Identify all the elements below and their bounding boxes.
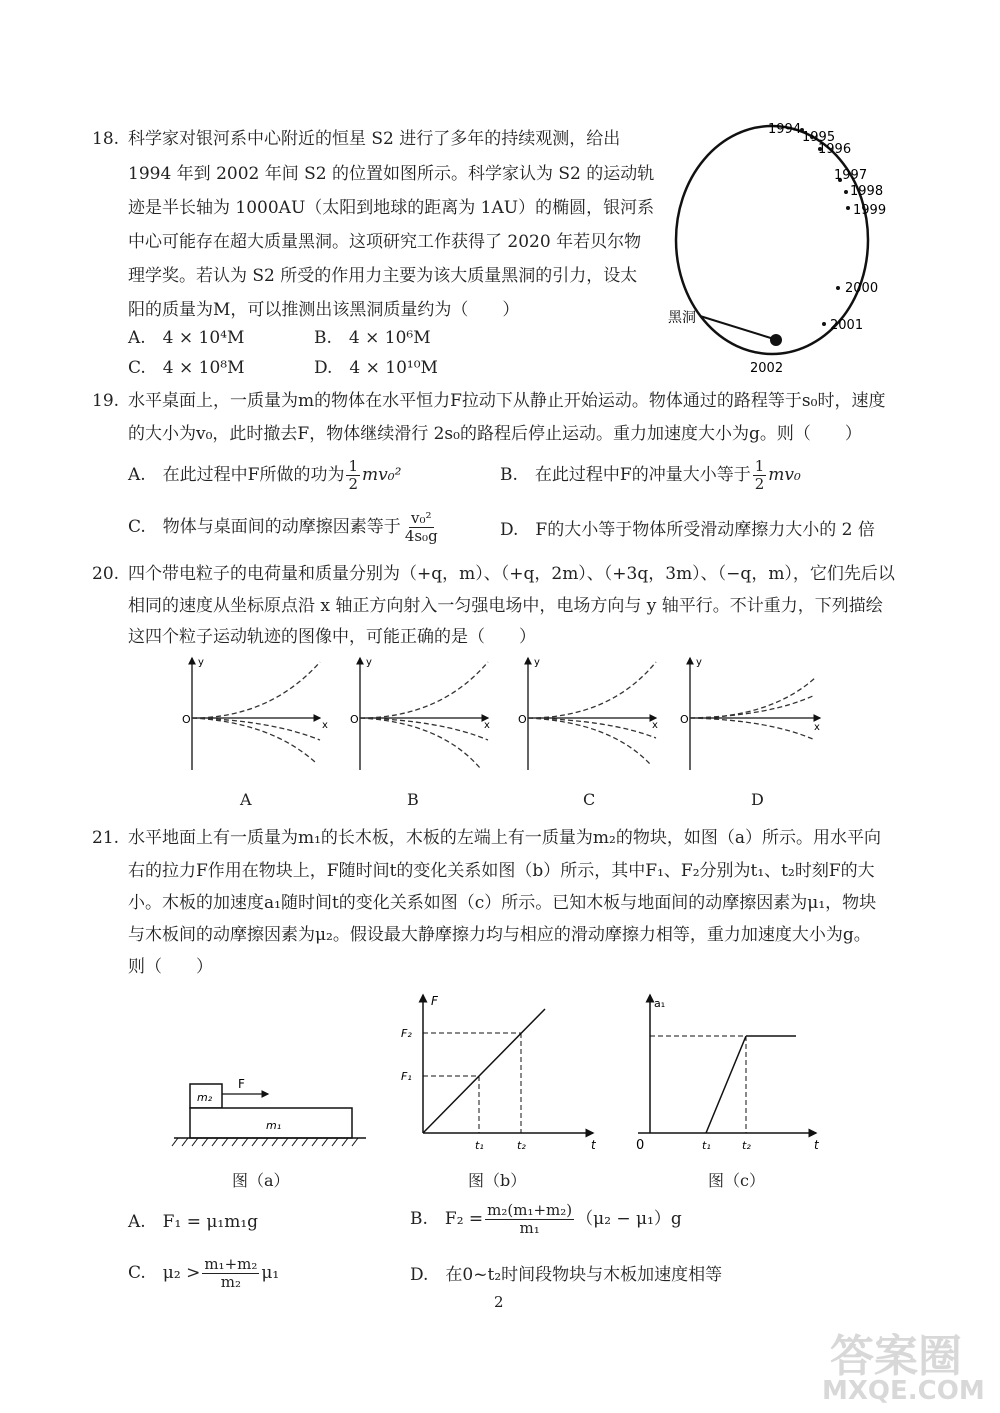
q20-line: 四个带电粒子的电荷量和质量分别为（+q，m）、（+q，2m）、（+3q，3m）、（−q，m），它们先后以 [128,564,895,584]
watermark-logo: 答案圈 [830,1331,962,1382]
svg-text:y: y [534,657,540,668]
svg-text:t: t [814,1138,819,1152]
q21-caption-b: 图（b） [468,1171,527,1190]
q21-line: 水平地面上有一质量为m₁的长木板，木板的左端上有一质量为m₂的物块，如图（a）所示。用水平向 [128,828,882,848]
q20-label-d: D [751,790,764,809]
svg-text:x: x [484,720,490,731]
year-label: 1996 [818,142,852,157]
svg-text:F: F [238,1077,245,1091]
q18-option-a[interactable]: A. 4 × 10⁴M [128,328,245,348]
q20-label-a: A [240,790,252,809]
svg-text:F₁: F₁ [401,1070,412,1083]
svg-text:t₁: t₁ [702,1139,711,1152]
q19-option-a[interactable]: A. 在此过程中F所做的功为 $\frac{1}{2}$ mv₀² [128,457,402,493]
s2-orbit-figure [650,110,900,380]
svg-text:y: y [696,657,702,668]
q19-line: 水平桌面上，一质量为m的物体在水平恒力F拉动下从静止开始运动。物体通过的路程等于s₀时，速度 [128,391,886,411]
q18-option-b[interactable]: B. 4 × 10⁶M [314,328,431,348]
year-label: 1995 [802,130,836,145]
q18-number: 18. [92,129,120,149]
q21-line: 与木板间的动摩擦因素为μ₂。假设最大静摩擦力均与相应的滑动摩擦力相等，重力加速度大小为g。 [128,925,871,945]
year-label: 1994 [768,122,802,137]
q20-graph-a[interactable] [182,657,328,770]
q20-label-c: C [583,790,596,809]
year-label: 1999 [853,203,887,218]
q20-graph-c[interactable] [518,657,658,770]
svg-text:F₂: F₂ [401,1027,412,1040]
q20-line: 相同的速度从坐标原点沿 x 轴正方向射入一匀强电场中，电场方向与 y 轴平行。不计重力，下列描绘 [128,596,883,616]
svg-text:m₁: m₁ [266,1119,282,1132]
q19-option-b[interactable]: B. 在此过程中F的冲量大小等于 $\frac{1}{2}$ mv₀ [500,457,801,493]
q21-figure-b [395,985,610,1155]
svg-text:F: F [431,994,438,1008]
q19-option-c[interactable]: C. 物体与桌面间的动摩擦因素等于 $\frac{\text{v₀²}}{\text{4s₀g}}$ [128,509,438,545]
svg-text:t₂: t₂ [742,1139,751,1152]
blackhole-dot [770,334,782,346]
q19-option-d[interactable]: D. F的大小等于物体所受滑动摩擦力大小的 2 倍 [500,520,875,540]
svg-text:y: y [198,657,204,668]
q20-label-b: B [407,790,419,809]
q20-number: 20. [92,564,120,584]
q21-option-c[interactable]: C. μ₂ > $\frac{\text{m₁+m₂}}{\text{m₂}}$ μ₁ [128,1255,280,1291]
svg-text:t₂: t₂ [517,1139,526,1152]
svg-text:0: 0 [636,1138,645,1153]
svg-text:y: y [366,657,372,668]
q21-figure-c [628,985,828,1155]
q21-figure-a [168,1070,368,1150]
q18-line: 科学家对银河系中心附近的恒星 S2 进行了多年的持续观测，给出 [128,129,621,149]
q18-option-c[interactable]: C. 4 × 10⁸M [128,358,245,378]
q19-line: 的大小为v₀，此时撤去F，物体继续滑行 2s₀的路程后停止运动。重力加速度大小为g。则（ ） [128,424,862,444]
svg-text:t₁: t₁ [475,1139,484,1152]
watermark-url: MXQE.COM [822,1376,985,1406]
svg-text:O: O [518,713,527,726]
svg-text:x: x [652,720,658,731]
year-label: 1998 [850,184,884,199]
svg-text:m₂: m₂ [197,1091,213,1104]
q18-line: 中心可能存在超大质量黑洞。这项研究工作获得了 2020 年若贝尔物 [128,232,642,252]
svg-text:t: t [591,1138,596,1152]
q19-number: 19. [92,391,120,411]
svg-text:O: O [680,713,689,726]
q20-graph-b[interactable] [350,657,490,770]
q20-line: 这四个粒子运动轨迹的图像中，可能正确的是（ ） [128,627,536,647]
q18-line: 迹是半长轴为 1000AU（太阳到地球的距离为 1AU）的椭圆，银河系 [128,198,655,218]
q21-line: 右的拉力F作用在物块上，F随时间t的变化关系如图（b）所示，其中F₁、F₂分别为t₁、t₂时刻F的大 [128,861,875,881]
year-label: 1997 [834,168,868,183]
q18-option-d[interactable]: D. 4 × 10¹⁰M [314,358,438,378]
q18-line: 阳的质量为M，可以推测出该黑洞质量约为（ ） [128,300,520,320]
svg-text:a₁: a₁ [654,997,666,1010]
q18-line: 1994 年到 2002 年间 S2 的位置如图所示。科学家认为 S2 的运动轨 [128,164,655,184]
year-label: 2002 [750,361,784,376]
q21-option-d[interactable]: D. 在0~t₂时间段物块与木板加速度相等 [410,1265,723,1285]
q21-option-a[interactable]: A. F₁ = μ₁m₁g [128,1212,259,1232]
q21-line: 则（ ） [128,957,213,977]
q21-caption-a: 图（a） [232,1171,290,1190]
svg-text:O: O [350,713,359,726]
q20-graphs [170,650,850,810]
q18-line: 理学奖。若认为 S2 所受的作用力主要为该大质量黑洞的引力，设太 [128,266,638,286]
year-label: 2001 [830,318,864,333]
q21-number: 21. [92,828,120,848]
page-number: 2 [494,1293,504,1311]
q21-caption-c: 图（c） [708,1171,765,1190]
q20-graph-d[interactable] [680,657,820,770]
year-label: 2000 [845,281,879,296]
q21-option-b[interactable]: B. F₂ = $\frac{\text{m₂(m₁+m₂)}}{\text{m₁}}$ （μ₂ − μ₁）g [410,1201,682,1237]
q21-line: 小。木板的加速度a₁随时间t的变化关系如图（c）所示。已知木板与地面间的动摩擦因素为μ₁，物块 [128,893,877,913]
svg-text:x: x [814,722,820,733]
blackhole-label: 黑洞 [668,310,696,326]
svg-text:x: x [322,720,328,731]
svg-text:O: O [182,713,191,726]
